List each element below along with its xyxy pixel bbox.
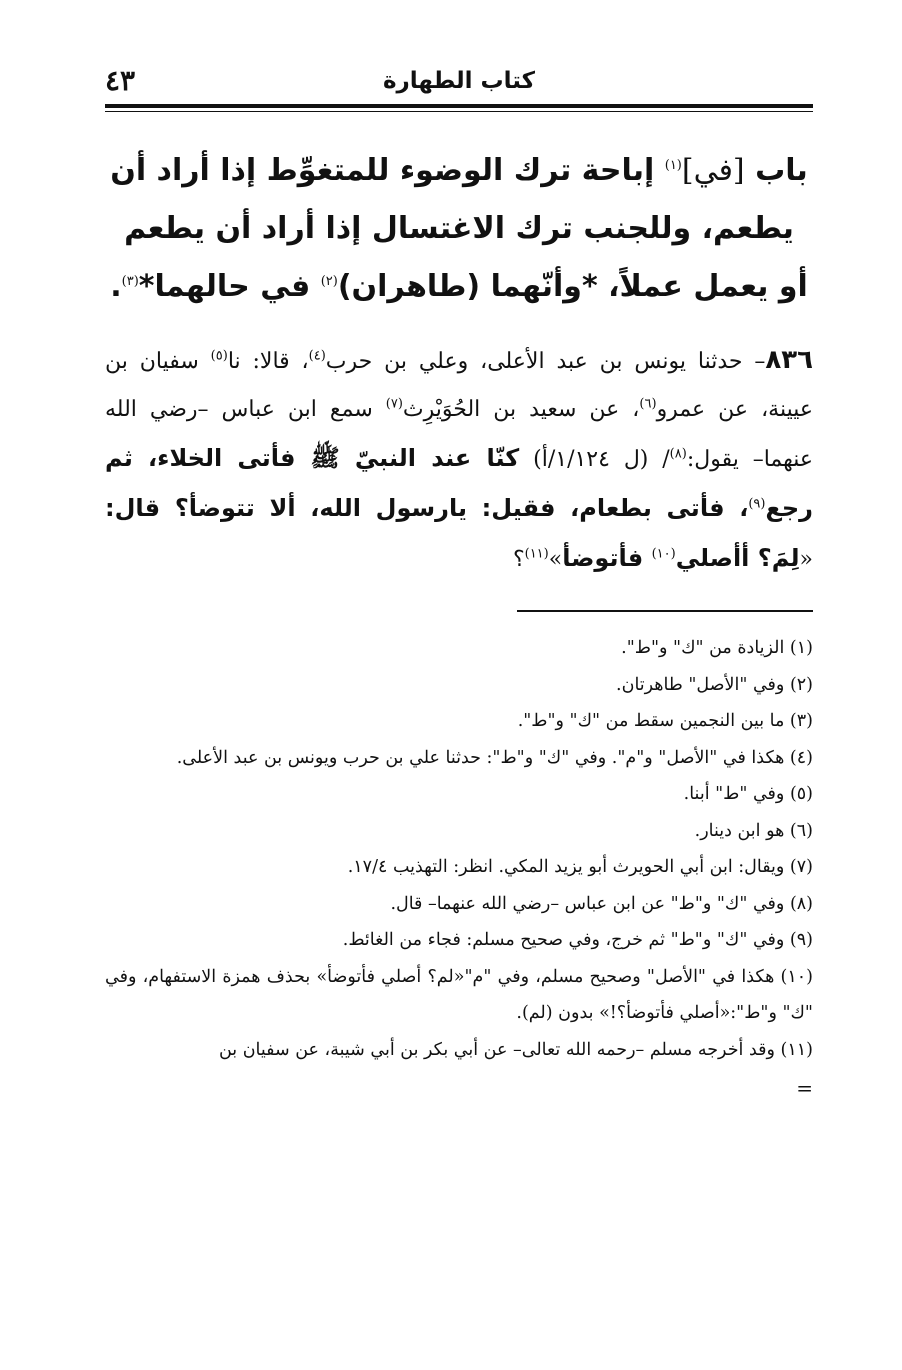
footnote-10: (١٠) هكذا في "الأصل" وصحيح مسلم، وفي "م"«لم؟ أصلي فأتوضأ» بحذف همزة الاستفهام، وفي "ك" و"ط":«أصلي فأتوضأ؟!» بدون (لم). [105,966,813,1023]
footnote-ref-11: (١١) [524,546,549,562]
footnote-ref-1: (١) [664,158,682,173]
footnote-ref-6: (٦) [639,396,657,412]
running-title: كتاب الطهارة [382,68,536,94]
hadith-text-3: سفيان بن عيينة، عن عمرو [105,349,814,422]
hadith-text-5: سمع ابن عباس –رضي الله عنهما– يقول: [105,397,814,472]
footnote-6: (٦) هو ابن دينار. [694,820,813,841]
footnote-1: (١) الزيادة من "ك" و"ط". [621,638,813,658]
hadith-matn-4: فأتوضأ [562,544,652,572]
footnote-9: (٩) وفي "ك" و"ط" ثم خرج، وفي صحيح مسلم: فجاء من الغائط. [342,930,813,950]
footnote-ref-3: (٣) [121,274,139,289]
hadith-matn-2: ، فأتى بطعام، فقيل: يارسول الله، ألا تتوضأ؟ قال: [105,494,749,522]
hadith-number: ٨٣٦ [765,345,813,375]
footnote-4: (٤) هكذا في "الأصل" و"م". وفي "ك" و"ط": حدثنا علي بن حرب ويونس بن عبد الأعلى. [176,747,813,768]
footnote-ref-7: (٧) [385,396,403,412]
footnote-2: (٢) وفي "الأصل" طاهرتان. [616,674,813,695]
hadith-text [105,336,813,584]
hadith-text-2: ، قالا: نا [227,349,309,374]
chapter-title-end: . [110,269,122,304]
hadith-end: ؟ [512,547,525,572]
quote-open: « [799,547,813,572]
footnote-separator [517,610,813,612]
hadith-text-1: – حدثنا يونس بن عبد الأعلى، وعلي بن حرب [325,349,766,374]
footnote-ref-9: (٩) [748,496,766,512]
chapter-title-paren-word: (طاهران) [337,269,481,304]
footnote-8: (٨) وفي "ك" و"ط" عن ابن عباس –رضي الله عنهما– قال. [390,893,813,914]
header-rule [105,104,813,112]
hadith-matn-3: لِمَ؟ أأصلي [675,544,800,572]
continuation-mark: = [796,1076,813,1100]
hadith-matn-1: كنّا عند النبيّ ﷺ فأتى الخلاء، ثم رجع [105,444,813,522]
chapter-title [105,142,813,316]
footnote-7: (٧) ويقال: ابن أبي الحويرث أبو يزيد المكي. انظر: التهذيب ١٧/٤. [347,857,813,877]
footnote-5: (٥) وفي "ط" أبنا. [683,784,813,804]
footnote-3: (٣) ما بين النجمين سقط من "ك" و"ط". [517,711,813,731]
book-page [105,60,813,1100]
chapter-title-part1: باب [755,153,808,188]
footnote-ref-10: (١٠) [651,546,676,562]
page-header [105,60,813,104]
footnote-ref-8: (٨) [669,446,687,462]
footnote-ref-2: (٢) [320,274,338,289]
chapter-title-bracketed: [في] [681,153,745,188]
page-number: ٤٣ [105,64,136,97]
footnotes [105,630,813,1068]
footnote-ref-5: (٥) [210,348,228,364]
chapter-title-part3: في حالهما* [138,269,311,304]
footnote-11: (١١) وقد أخرجه مسلم –رحمه الله تعالى– عن أبي بكر بن أبي شيبة، عن سفيان بن [218,1039,813,1060]
manuscript-folio-ref: / (ل ١/١٢٤/أ) [519,447,670,472]
chapter-title-part2: إباحة ترك الوضوء للمتغوِّط إذا أراد أن يطعم، وللجنب ترك الاغتسال إذا أراد أن يطعم أو يعمل عملاً، *وأنّهما [110,153,808,304]
quote-close: » [548,547,563,572]
footnote-ref-4: (٤) [308,348,326,364]
hadith-text-4: ، عن سعيد بن الحُوَيْرِث [402,397,640,422]
